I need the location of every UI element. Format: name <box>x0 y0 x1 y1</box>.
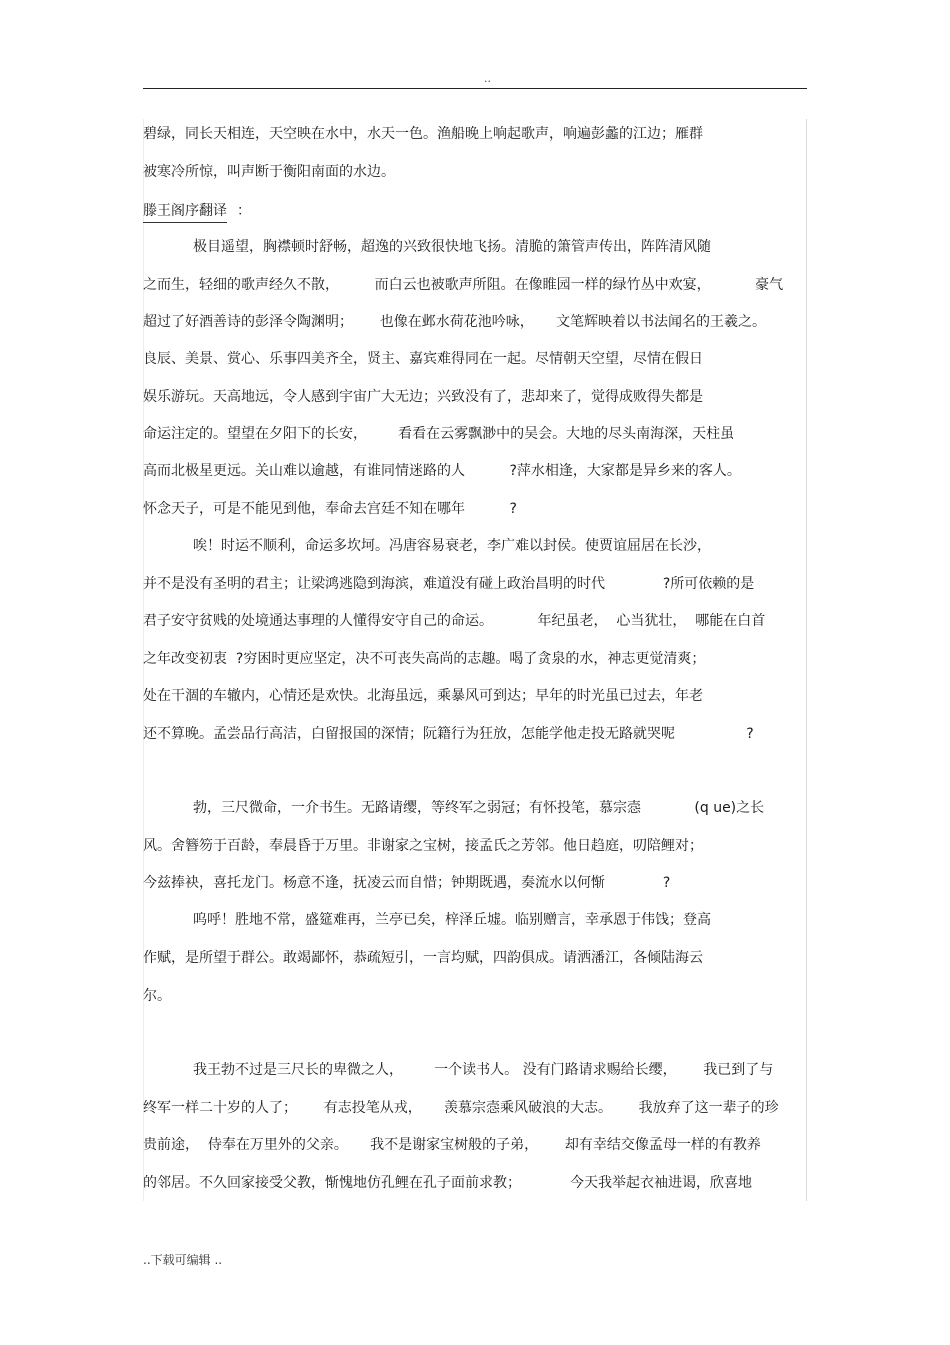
text-line: 今兹捧袂，喜托龙门。杨意不逢，抚凌云而自惜；钟期既遇，奏流水以何惭 ? <box>143 875 671 891</box>
heading-colon: ： <box>237 203 251 219</box>
text-line: 碧绿，同长天相连，天空映在水中，水天一色。渔船晚上响起歌声，响遍彭蠡的江边；雁群 <box>143 126 703 142</box>
text-line: 风。舍簪笏于百龄，奉晨昏于万里。非谢家之宝树，接孟氏之芳邻。他日趋庭，叨陪鲤对； <box>143 838 703 854</box>
text-line: 之年改变初衷 ?穷困时更应坚定，决不可丧失高尚的志趣。喝了贪泉的水，神志更觉清爽； <box>143 651 706 667</box>
header-mark: .. <box>484 72 491 85</box>
text-line: 高而北极星更远。关山难以逾越，有谁同情迷路的人 ?萍水相逢，大家都是异乡来的客人。 <box>143 463 741 479</box>
text-line: 唉！时运不顺利，命运多坎坷。冯唐容易衰老，李广难以封侯。使贾谊屈居在长沙， <box>193 538 711 554</box>
text-line: 勃，三尺微命，一介书生。无路请缨，等终军之弱冠；有怀投笔，慕宗悫 (q ue)之长 <box>193 800 765 816</box>
text-line: 我王勃不过是三尺长的卑微之人， 一个读书人。 没有门路请求赐给长缨， 我已到了与 <box>193 1062 774 1078</box>
text-line: 终军一样二十岁的人了； 有志投笔从戎， 羡慕宗悫乘风破浪的大志。 我放弃了这一辈子的珍 <box>143 1100 779 1116</box>
text-line: 呜呼！胜地不常，盛筵难再，兰亭已矣，梓泽丘墟。临别赠言，幸承恩于伟饯；登高 <box>193 912 711 928</box>
text-line: 君子安守贫贱的处境通达事理的人懂得安守自己的命运。 年纪虽老， 心当犹壮， 哪能在白首 <box>143 613 766 629</box>
text-line: 怀念天子，可是不能见到他，奉命去宫廷不知在哪年 ? <box>143 501 517 517</box>
text-line: 极目遥望，胸襟顿时舒畅，超逸的兴致很快地飞扬。清脆的箫管声传出，阵阵清风随 <box>193 239 711 255</box>
text-line: 并不是没有圣明的君主；让梁鸿逃隐到海滨，难道没有碰上政治昌明的时代 ?所可依赖的是 <box>143 576 755 592</box>
text-line: 的邻居。不久回家接受父教，惭愧地仿孔鲤在孔子面前求教； 今天我举起衣袖进谒，欣喜地 <box>143 1175 752 1191</box>
text-line: 良辰、美景、赏心、乐事四美齐全，贤主、嘉宾难得同在一起。尽情朝天空望，尽情在假日 <box>143 351 703 367</box>
header-rule <box>143 88 807 89</box>
text-line: 还不算晚。孟尝品行高洁，白留报国的深情；阮籍行为狂放，怎能学他走投无路就哭呢 ? <box>143 726 754 742</box>
text-line: 作赋，是所望于群公。敢竭鄙怀，恭疏短引，一言均赋，四韵俱成。请洒潘江，各倾陆海云 <box>143 950 703 966</box>
text-line: 尔。 <box>143 988 171 1004</box>
text-line: 被寒冷所惊，叫声断于衡阳南面的水边。 <box>143 164 395 180</box>
text-line: 娱乐游玩。天高地远，令人感到宇宙广大无边；兴致没有了，悲却来了，觉得成败得失都是 <box>143 389 703 405</box>
text-line: 命运注定的。望望在夕阳下的长安， 看看在云雾飘渺中的吴会。大地的尽头南海深，天柱虽 <box>143 426 735 442</box>
text-line: 贵前途， 侍奉在万里外的父亲。 我不是谢家宝树般的子弟， 却有幸结交像孟母一样的有教养 <box>143 1137 761 1153</box>
heading-title: 滕王阁序翻译 <box>143 201 227 223</box>
text-line: 处在干涸的车辙内，心情还是欢快。北海虽远，乘暴风可到达；早年的时光虽已过去，年老 <box>143 688 703 704</box>
text-line: 之而生，轻细的歌声经久不散， 而白云也被歌声所阻。在像睢园一样的绿竹丛中欢宴， 豪气 <box>143 277 784 293</box>
section-heading <box>143 200 251 222</box>
text-line: 超过了好酒善诗的彭泽令陶渊明； 也像在邺水荷花池吟咏， 文笔辉映着以书法闻名的王羲之。 <box>143 314 766 330</box>
footer-text: ..下载可编辑 .. <box>143 1253 223 1267</box>
